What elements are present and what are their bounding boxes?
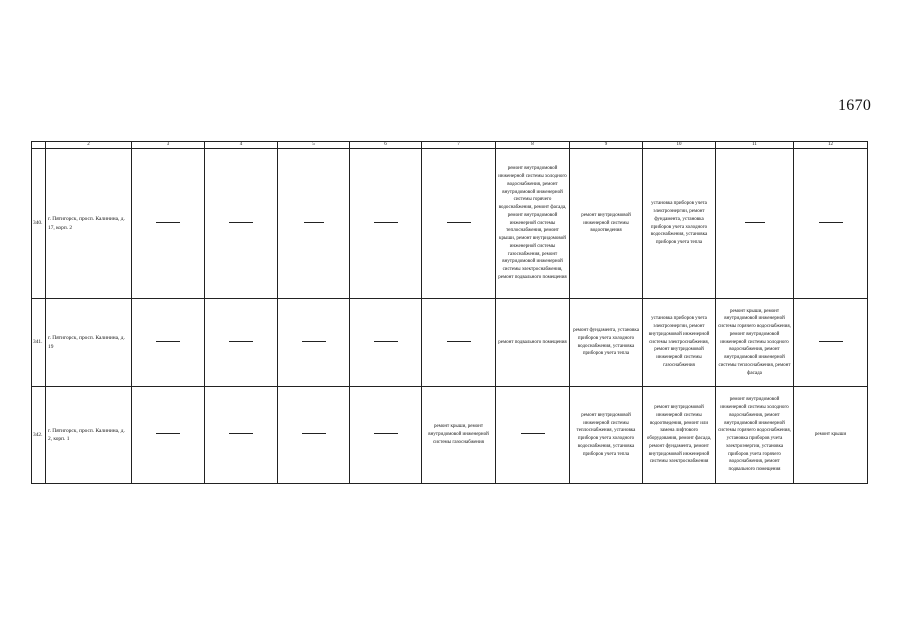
column-header bbox=[32, 142, 46, 149]
empty-cell bbox=[278, 149, 350, 299]
column-header: 11 bbox=[716, 142, 794, 149]
dash-mark bbox=[156, 222, 180, 223]
row-number: 342. bbox=[32, 387, 46, 484]
row-number: 341. bbox=[32, 299, 46, 387]
repair-schedule-table bbox=[31, 141, 868, 484]
dash-mark bbox=[745, 222, 765, 223]
dash-mark bbox=[819, 222, 843, 223]
page-number: 1670 bbox=[838, 97, 872, 114]
works-cell: ремонт внутридомовой инженерной системы водоотведения bbox=[570, 149, 643, 299]
column-header: 10 bbox=[643, 142, 716, 149]
column-header: 6 bbox=[350, 142, 422, 149]
empty-cell bbox=[132, 299, 205, 387]
column-header: 4 bbox=[205, 142, 278, 149]
dash-mark bbox=[229, 433, 253, 434]
empty-cell bbox=[794, 149, 868, 299]
empty-cell bbox=[422, 299, 496, 387]
dash-mark bbox=[302, 341, 326, 342]
empty-cell bbox=[350, 387, 422, 484]
column-header: 3 bbox=[132, 142, 205, 149]
empty-cell bbox=[422, 149, 496, 299]
works-cell: установка приборов учета электроэнергии, ремонт внутридомовой инженерной системы электроснабжения, ремонт внутридомовой инженерной системы газоснабжения bbox=[643, 299, 716, 387]
dash-mark bbox=[819, 341, 843, 342]
empty-cell bbox=[350, 149, 422, 299]
table-row bbox=[32, 299, 868, 387]
empty-cell bbox=[205, 299, 278, 387]
column-number-row bbox=[32, 142, 868, 149]
address-cell: г. Пятигорск, просп. Калинина, д. 17, корп. 2 bbox=[46, 149, 132, 299]
column-header: 5 bbox=[278, 142, 350, 149]
dash-mark bbox=[374, 433, 398, 434]
empty-cell bbox=[205, 387, 278, 484]
column-header: 7 bbox=[422, 142, 496, 149]
column-header: 9 bbox=[570, 142, 643, 149]
empty-cell bbox=[278, 299, 350, 387]
empty-cell bbox=[794, 299, 868, 387]
dash-mark bbox=[447, 222, 471, 223]
column-header: 12 bbox=[794, 142, 868, 149]
empty-cell bbox=[350, 299, 422, 387]
empty-cell bbox=[496, 387, 570, 484]
dash-mark bbox=[374, 341, 398, 342]
dash-mark bbox=[156, 433, 180, 434]
works-cell: ремонт внутридомовой инженерной системы водоотведения, ремонт или замена лифтового оборудования, ремонт фасада, ремонт фундамента, ремонт внутридомовой инженерной системы электроснабжения bbox=[643, 387, 716, 484]
dash-mark bbox=[229, 341, 253, 342]
empty-cell bbox=[132, 387, 205, 484]
table-row bbox=[32, 387, 868, 484]
works-cell: ремонт внутридомовой инженерной системы холодного водоснабжения, ремонт внутридомовой инженерной системы горячего водоснабжения, ремонт фасада, ремонт внутридомовой инженерной системы теплоснабжения, ремонт крыши, ремонт внутридомовой инженерной системы газоснабжения, ремонт внутридомовой инженерной системы электроснабжения, ремонт подвального помещения bbox=[496, 149, 570, 299]
table-row bbox=[32, 149, 868, 299]
dash-mark bbox=[374, 222, 398, 223]
row-number: 340. bbox=[32, 149, 46, 299]
works-cell: ремонт фундамента, установка приборов учета холодного водоснабжения, установка приборов учета тепла bbox=[570, 299, 643, 387]
address-cell: г. Пятигорск, просп. Калинина, д. 19 bbox=[46, 299, 132, 387]
column-header: 8 bbox=[496, 142, 570, 149]
dash-mark bbox=[304, 222, 324, 223]
works-cell: ремонт внутридомовой инженерной системы холодного водоснабжения, ремонт внутридомовой инженерной системы горячего водоснабжения, установка приборов учета электроэнергии, установка приборов учета горячего водоснабжения, ремонт подвального помещения bbox=[716, 387, 794, 484]
empty-cell bbox=[132, 149, 205, 299]
empty-cell bbox=[205, 149, 278, 299]
works-cell: ремонт крыши, ремонт внутридомовой инженерной системы газоснабжения bbox=[422, 387, 496, 484]
empty-cell bbox=[278, 387, 350, 484]
works-cell: ремонт внутридомовой инженерной системы теплоснабжения, установка приборов учета холодного водоснабжения, установка приборов учета тепла bbox=[570, 387, 643, 484]
dash-mark bbox=[521, 433, 545, 434]
dash-mark bbox=[447, 341, 471, 342]
address-cell: г. Пятигорск, просп. Калинина, д. 2, корп. 1 bbox=[46, 387, 132, 484]
column-header: 2 bbox=[46, 142, 132, 149]
works-cell: ремонт подвального помещения bbox=[496, 299, 570, 387]
works-cell: установка приборов учета электроэнергии, ремонт фундамента, установка приборов учета холодного водоснабжения, установка приборов учета тепла bbox=[643, 149, 716, 299]
dash-mark bbox=[229, 222, 253, 223]
dash-mark bbox=[302, 433, 326, 434]
works-cell: ремонт крыши bbox=[794, 387, 868, 484]
dash-mark bbox=[156, 341, 180, 342]
empty-cell bbox=[716, 149, 794, 299]
works-cell: ремонт крыши, ремонт внутридомовой инженерной системы горячего водоснабжения, ремонт внутридомовой инженерной системы холодного водоснабжения, ремонт внутридомовой инженерной системы теплоснабжения, ремонт фасада bbox=[716, 299, 794, 387]
